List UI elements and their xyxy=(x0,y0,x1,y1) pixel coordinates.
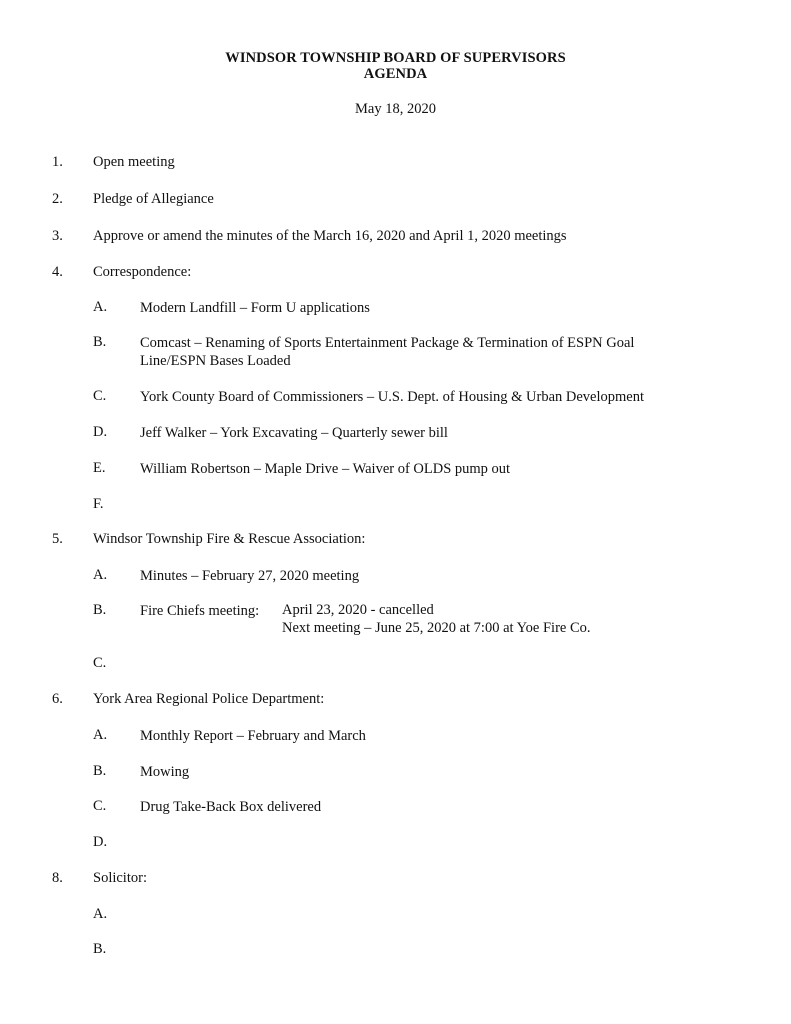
item-text: Windsor Township Fire & Rescue Association: xyxy=(93,531,366,547)
subitem-letter: A. xyxy=(93,567,108,583)
subitem-letter: B. xyxy=(93,602,107,618)
item-text: Pledge of Allegiance xyxy=(93,191,214,207)
item-number: 6. xyxy=(52,691,63,707)
subitem-letter: B. xyxy=(93,763,107,779)
agenda-date: May 18, 2020 xyxy=(355,101,436,117)
item-text: Approve or amend the minutes of the March 16, 2020 and April 1, 2020 meetings xyxy=(93,228,567,244)
subitem-letter: D. xyxy=(93,424,108,440)
item-number: 5. xyxy=(52,531,63,547)
subitem-text: Comcast – Renaming of Sports Entertainment Package & Termination of ESPN Goal Line/ESPN Bases Loaded xyxy=(140,335,635,369)
subitem-letter: A. xyxy=(93,299,108,315)
subitem-text: Fire Chiefs meeting: xyxy=(140,603,260,619)
subitem-text: Modern Landfill – Form U applications xyxy=(140,300,370,316)
item-number: 4. xyxy=(52,264,63,280)
subitem-letter: C. xyxy=(93,798,107,814)
item-text: Open meeting xyxy=(93,154,175,170)
item-number: 8. xyxy=(52,870,63,886)
subitem-letter: B. xyxy=(93,334,107,350)
subitem-text: York County Board of Commissioners – U.S. Dept. of Housing & Urban Development xyxy=(140,389,644,405)
subitem-text: Monthly Report – February and March xyxy=(140,728,366,744)
agenda-title-line2: AGENDA xyxy=(363,66,428,82)
subitem-letter: A. xyxy=(93,906,108,922)
item-text: Solicitor: xyxy=(93,870,147,886)
subitem-text: Mowing xyxy=(140,764,190,780)
item-number: 1. xyxy=(52,154,63,170)
subitem-letter: E. xyxy=(93,460,106,476)
subitem-letter: A. xyxy=(93,727,108,743)
fire-chiefs-next-meeting: Next meeting – June 25, 2020 at 7:00 at Yoe Fire Co. xyxy=(282,620,591,636)
subitem-text: Jeff Walker – York Excavating – Quarterly sewer bill xyxy=(140,425,448,441)
subitem-letter: D. xyxy=(93,834,108,850)
item-text: Correspondence: xyxy=(93,264,192,280)
subitem-text: Minutes – February 27, 2020 meeting xyxy=(140,568,360,584)
subitem-letter: F. xyxy=(93,496,104,512)
subitem-text: William Robertson – Maple Drive – Waiver of OLDS pump out xyxy=(140,461,511,477)
item-number: 3. xyxy=(52,228,63,244)
subitem-letter: C. xyxy=(93,655,107,671)
agenda-title-line1: WINDSOR TOWNSHIP BOARD OF SUPERVISORS xyxy=(225,50,566,66)
subitem-letter: C. xyxy=(93,388,107,404)
fire-chiefs-detail: April 23, 2020 - cancelled xyxy=(282,602,434,618)
subitem-text: Drug Take-Back Box delivered xyxy=(140,799,322,815)
item-text: York Area Regional Police Department: xyxy=(93,691,325,707)
item-number: 2. xyxy=(52,191,63,207)
subitem-letter: B. xyxy=(93,941,107,957)
